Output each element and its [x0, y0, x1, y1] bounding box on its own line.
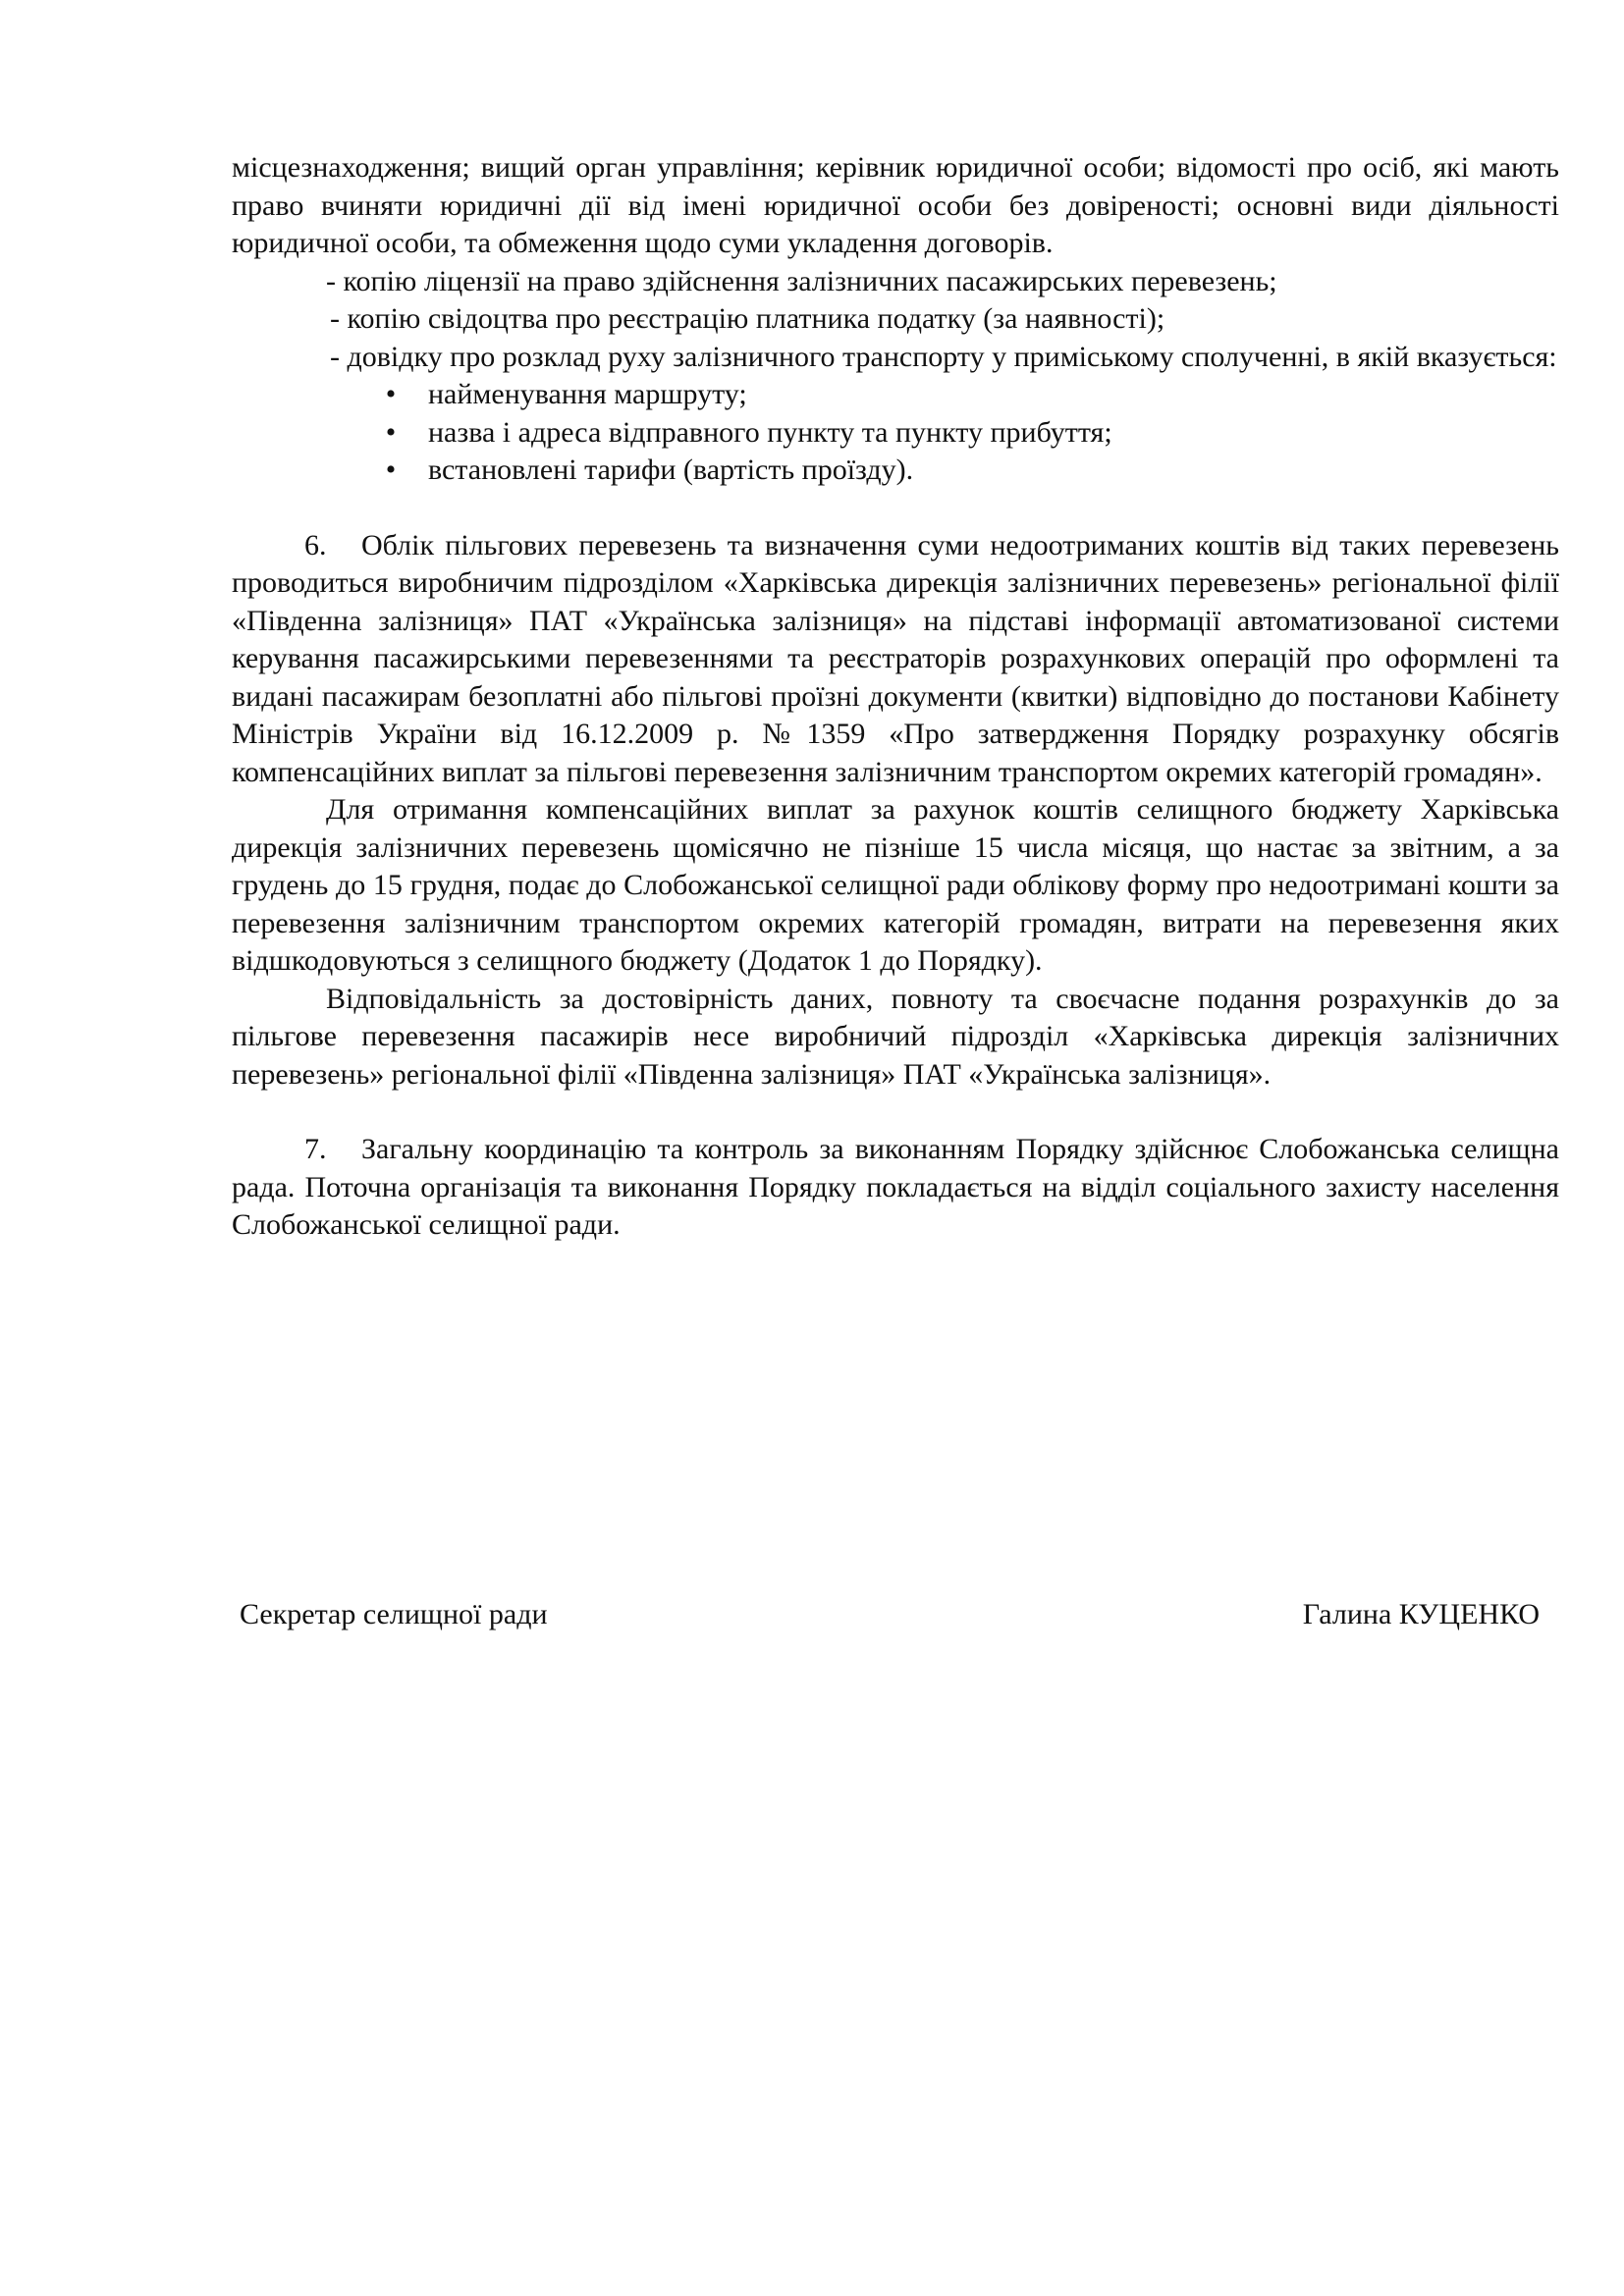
- section-6-paragraph: [232, 527, 1559, 792]
- signatory-name: Галина КУЦЕНКО: [1302, 1598, 1540, 1630]
- section-7-paragraph: [232, 1131, 1559, 1245]
- document-body: [232, 149, 1559, 1245]
- spacer: [232, 1094, 1559, 1131]
- intro-paragraph: місцезнаходження; вищий орган управління; керівник юридичної особи; відомості про осіб, які мають право вчиняти юридичні дії від імені юридичної особи без довіреності; основні види діяльності юридичної особи, та обмеження щодо суми укладення договорів.: [232, 151, 1559, 259]
- bullet-item-tariffs: [232, 452, 1559, 490]
- section-6-paragraph-2: Для отримання компенсаційних виплат за рахунок коштів селищного бюджету Харківська дирекція залізничних перевезень щомісячно не пізніше 15 числа місяця, що настає за звітним, а за грудень до 15 грудня, подає до Слобожанської селищної ради облікову форму про недоотримані кошти за перевезення залізничним транспортом окремих категорій громадян, витрати на перевезення яких відшкодовуються з селищного бюджету (Додаток 1 до Порядку).: [232, 793, 1559, 977]
- bullet-icon: •: [385, 415, 397, 449]
- section-6-number: 6.: [304, 528, 327, 561]
- section-7-text: Загальну координацію та контроль за виконанням Порядку здійснює Слобожанська селищна рада. Поточна організація та виконання Порядку покладається на відділ соціального захисту населення Слобожанської селищної ради.: [232, 1133, 1559, 1241]
- bullet-icon: •: [385, 378, 397, 410]
- dash-item-schedule: - довідку про розклад руху залізничного транспорту у приміському сполученні, в якій вказується:: [330, 340, 1557, 373]
- bullet-item-points: [232, 414, 1559, 453]
- bullet-item-route: [232, 376, 1559, 414]
- signature-block: [240, 1596, 1540, 1633]
- bullet-icon: •: [385, 454, 397, 486]
- dash-item-license: - копію ліцензії на право здійснення залізничних пасажирських перевезень;: [326, 264, 1277, 297]
- section-7-number: 7.: [304, 1133, 327, 1165]
- bullet-list: [232, 376, 1559, 490]
- section-6-text: Облік пільгових перевезень та визначення суми недоотриманих коштів від таких перевезень проводиться виробничим підрозділом «Харківська дирекція залізничних перевезень» регіональної філії «Південна залізниця» ПАТ «Українська залізниця» на підставі інформації автоматизованої системи керування пасажирськими перевезеннями та реєстраторів розрахункових операцій про оформлені та видані пасажирам безоплатні або пільгові проїзні документи (квитки) відповідно до постанови Кабінету Міністрів України від 16.12.2009 р. №1359 «Про затвердження Порядку розрахунку обсягів компенсаційних виплат за пільгові перевезення залізничним транспортом окремих категорій громадян».: [232, 528, 1559, 788]
- signatory-position: Секретар селищної ради: [240, 1598, 548, 1630]
- bullet-item-text: назва і адреса відправного пункту та пункту прибуття;: [428, 415, 1112, 449]
- spacer: [232, 490, 1559, 527]
- dash-item-tax-certificate: - копію свідоцтва про реєстрацію платника податку (за наявності);: [330, 302, 1165, 335]
- section-6-paragraph-3: Відповідальність за достовірність даних, повноту та своєчасне подання розрахунків до за пільгове перевезення пасажирів несе виробничий підрозділ «Харківська дирекція залізничних перевезень» регіональної філії «Південна залізниця» ПАТ «Українська залізниця».: [232, 982, 1559, 1091]
- bullet-item-text: найменування маршруту;: [428, 378, 747, 410]
- bullet-item-text: встановлені тарифи (вартість проїзду).: [428, 454, 914, 486]
